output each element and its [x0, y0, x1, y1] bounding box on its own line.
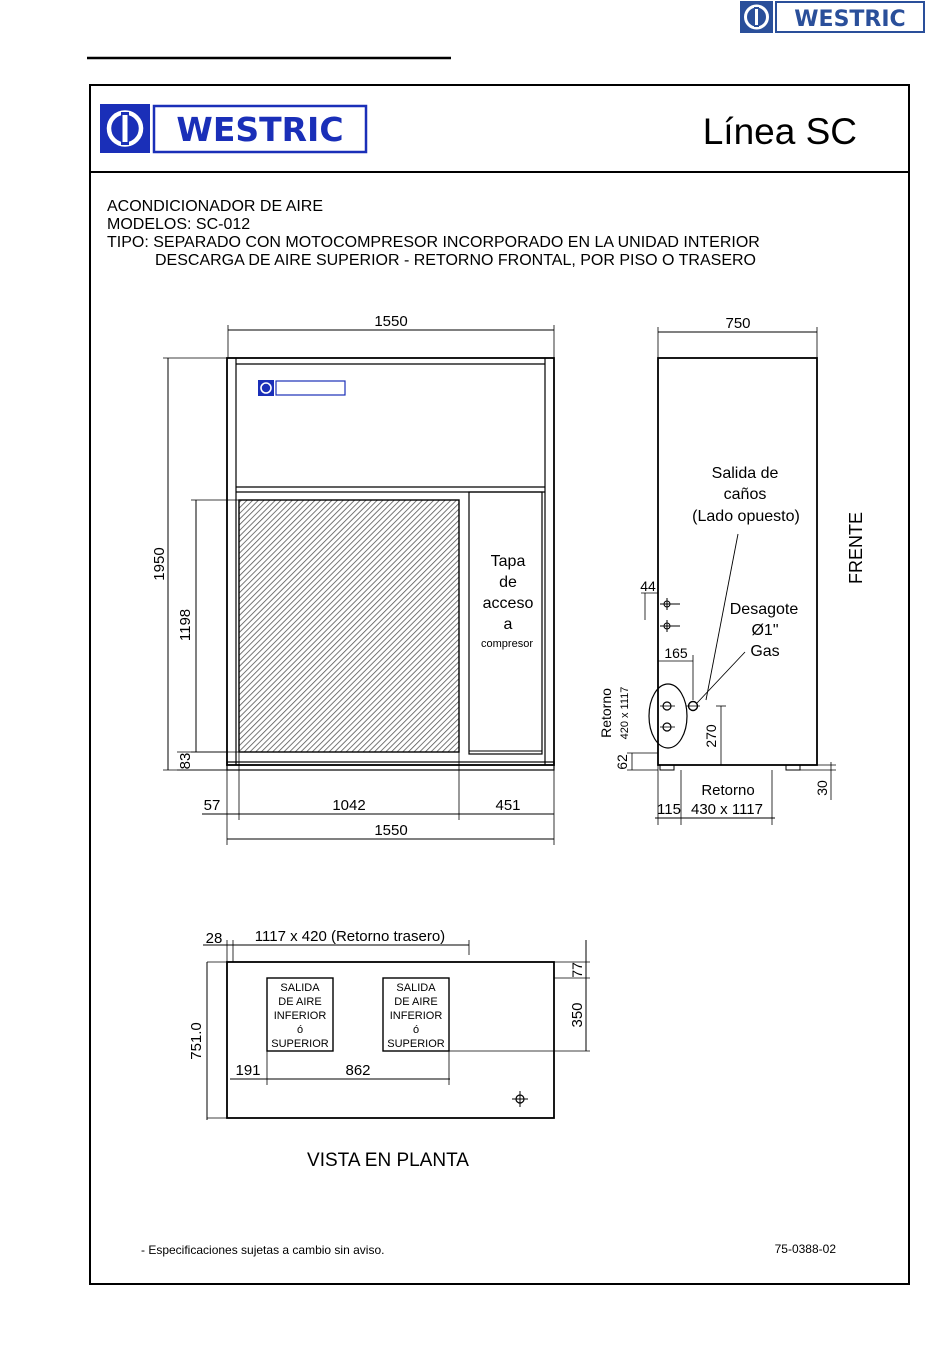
- plan-dim-28: 28: [205, 930, 223, 947]
- plan-dim-191: 191: [235, 1062, 261, 1079]
- svg-text:INFERIOR: INFERIOR: [273, 1010, 327, 1022]
- svg-text:SUPERIOR: SUPERIOR: [387, 1038, 445, 1050]
- desc-line-3: TIPO: SEPARADO CON MOTOCOMPRESOR INCORPORADO EN LA UNIDAD INTERIOR: [107, 234, 760, 251]
- bottom-return-size: 430 x 1117: [690, 801, 764, 818]
- side-dim-270: 270: [703, 724, 719, 748]
- front-width-bottom: 1550: [374, 822, 408, 839]
- side-view: [627, 327, 836, 825]
- line-title: Línea SC: [702, 111, 857, 152]
- plan-dim-77: 77: [569, 962, 585, 978]
- svg-text:INFERIOR: INFERIOR: [389, 1010, 443, 1022]
- svg-text:SUPERIOR: SUPERIOR: [271, 1038, 329, 1050]
- front-panel-width: 451: [495, 797, 521, 814]
- access-label-3: acceso: [482, 595, 534, 612]
- svg-text:ó: ó: [296, 1024, 304, 1036]
- plan-depth: 751.0: [188, 1022, 205, 1060]
- plan-view: [203, 940, 590, 1120]
- desc-line-4: DESCARGA DE AIRE SUPERIOR - RETORNO FRONTAL, POR PISO O TRASERO: [155, 252, 756, 269]
- front-base-height: 83: [177, 752, 194, 770]
- desc-line-1: ACONDICIONADOR DE AIRE: [107, 198, 324, 215]
- pipe-exit-label-1: Salida de: [711, 465, 779, 482]
- main-brand-logo: [100, 104, 366, 153]
- bottom-return-label: Retorno: [701, 782, 755, 799]
- pipe-exit-label-3: (Lado opuesto): [692, 508, 800, 525]
- front-left-offset: 57: [203, 797, 221, 814]
- top-logo-text: WESTRIC: [794, 7, 906, 32]
- outlet-right-labels: [387, 982, 445, 1050]
- plan-dim-350: 350: [569, 1002, 586, 1028]
- front-filter-width: 1042: [332, 797, 366, 814]
- desc-line-2: MODELOS: SC-012: [107, 216, 251, 233]
- side-depth: 750: [725, 315, 751, 332]
- side-return-size: 420 x 1117: [619, 686, 631, 740]
- front-direction-label: FRENTE: [846, 512, 866, 584]
- side-dim-44: 44: [640, 578, 656, 594]
- front-width-top: 1550: [374, 313, 408, 330]
- outlet-left-labels: [271, 982, 329, 1050]
- access-label-4: a: [503, 616, 513, 633]
- side-dim-115: 115: [657, 801, 681, 818]
- drain-label-1: Desagote: [729, 601, 799, 618]
- front-view: [163, 325, 554, 845]
- svg-text:SALIDA: SALIDA: [396, 982, 436, 994]
- access-label-small: compresor: [481, 638, 533, 650]
- access-label-1: Tapa: [490, 553, 526, 570]
- plan-view-title: VISTA EN PLANTA: [307, 1150, 469, 1171]
- side-dim-165: 165: [664, 645, 688, 661]
- svg-text:DE AIRE: DE AIRE: [278, 996, 322, 1008]
- footer-note: - Especificaciones sujetas a cambio sin aviso.: [141, 1243, 385, 1257]
- pipe-exit-label-2: caños: [723, 486, 767, 503]
- drain-label-3: Gas: [750, 643, 780, 660]
- side-dim-62: 62: [614, 754, 630, 770]
- air-filter-grille: [239, 500, 459, 752]
- svg-text:ó: ó: [412, 1024, 420, 1036]
- access-label-2: de: [499, 574, 517, 591]
- main-logo-text: WESTRIC: [176, 110, 344, 149]
- drain-label-2: Ø1": [751, 622, 779, 639]
- svg-text:SALIDA: SALIDA: [280, 982, 320, 994]
- front-filter-height: 1198: [177, 608, 194, 642]
- plan-rear-return: 1117 x 420 (Retorno trasero): [254, 928, 446, 945]
- side-dim-30: 30: [814, 780, 830, 796]
- drawing-code: 75-0388-02: [774, 1242, 836, 1256]
- front-height-total: 1950: [151, 547, 168, 581]
- plan-dim-862: 862: [345, 1062, 371, 1079]
- svg-text:DE AIRE: DE AIRE: [394, 996, 438, 1008]
- side-return-label: Retorno: [598, 688, 614, 738]
- top-brand-logo: [740, 1, 924, 33]
